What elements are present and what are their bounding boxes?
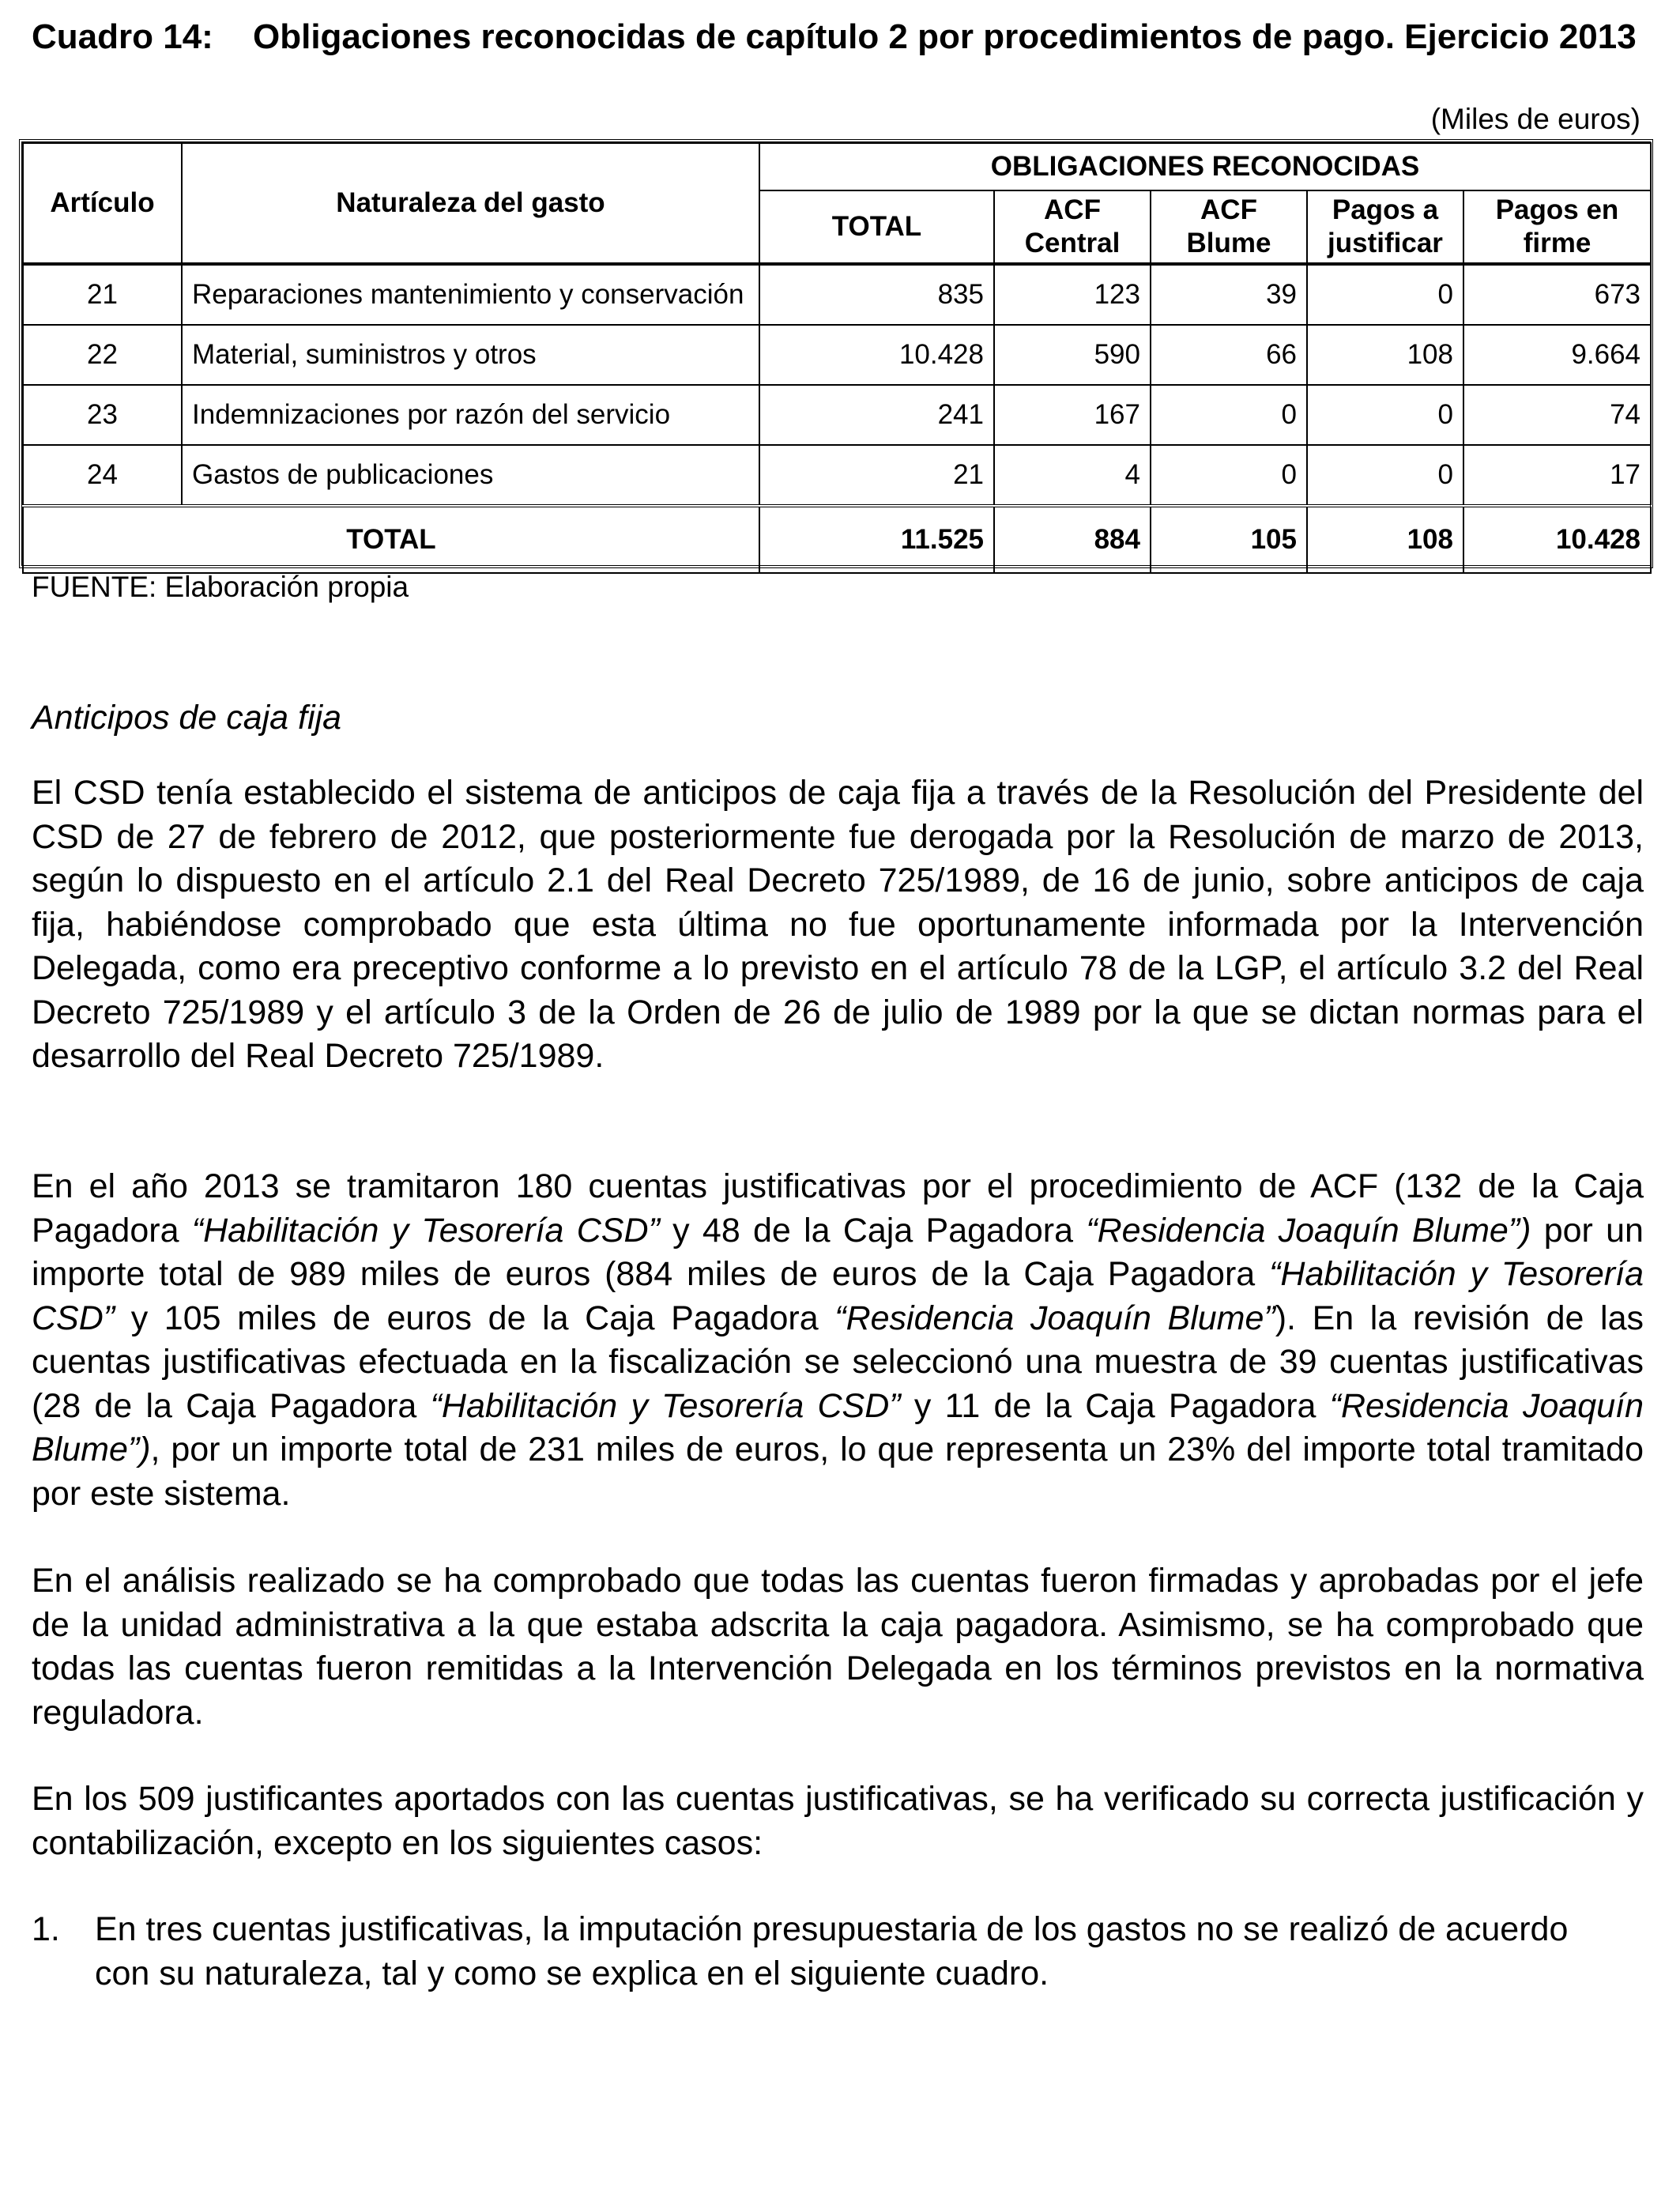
- cell-total: 241: [759, 385, 994, 445]
- paragraph-4: En los 509 justificantes aportados con las cuentas justificativas, se ha verificado su correcta justificación y contabilización, excepto en los siguientes casos:: [32, 1780, 1644, 1862]
- table-row: [23, 385, 1651, 445]
- total-row: [23, 506, 1651, 573]
- table-caption: [32, 16, 1644, 58]
- list-item-text: En tres cuentas justificativas, la imputación presupuestaria de los gastos no se realizó de acuerdo con su naturaleza, tal y como se explica en el siguiente cuadro.: [95, 1910, 1569, 1992]
- cell-pagos-firme: 673: [1463, 264, 1651, 325]
- header-acf-central: ACF Central: [994, 190, 1151, 264]
- cell-pagos-justificar: 0: [1307, 385, 1463, 445]
- cell-acf-central: 167: [994, 385, 1151, 445]
- total-total: 11.525: [759, 506, 994, 573]
- header-naturaleza: Naturaleza del gasto: [182, 143, 759, 264]
- total-acf-central: 884: [994, 506, 1151, 573]
- header-articulo: Artículo: [23, 143, 182, 264]
- list-item-number: 1.: [32, 1910, 60, 1948]
- cell-total: 21: [759, 445, 994, 506]
- list-item: [32, 1908, 1588, 1996]
- table-row: [23, 325, 1651, 385]
- cell-total: 835: [759, 264, 994, 325]
- cell-naturaleza: Gastos de publicaciones: [182, 445, 759, 506]
- cell-articulo: 22: [23, 325, 182, 385]
- total-label: TOTAL: [23, 506, 759, 573]
- total-acf-blume: 105: [1151, 506, 1307, 573]
- cell-total: 10.428: [759, 325, 994, 385]
- cell-acf-central: 123: [994, 264, 1151, 325]
- header-pagos-justificar: Pagos a justificar: [1307, 190, 1463, 264]
- header-pagos-firme: Pagos en firme: [1463, 190, 1651, 264]
- cell-pagos-justificar: 108: [1307, 325, 1463, 385]
- header-total: TOTAL: [759, 190, 994, 264]
- section-heading: Anticipos de caja fija: [32, 699, 341, 737]
- source-note: FUENTE: Elaboración propia: [32, 571, 409, 603]
- total-pagos-firme: 10.428: [1463, 506, 1651, 573]
- paragraph-2: En el año 2013 se tramitaron 180 cuentas justificativas por el procedimiento de ACF (132 de la Caja Pagadora “Habilitación y Tesorería CSD” y 48 de la Caja Pagadora “Residencia Joaquín Blume”) por un importe total de 989 miles de euros (884 miles de euros de la Caja Pagadora “Habilitación y Tesorería CSD” y 105 miles de euros de la Caja Pagadora “Residencia Joaquín Blume”). En la revisión de las cuentas justificativas efectuada en la fiscalización se seleccionó una muestra de 39 cuentas justificativas (28 de la Caja Pagadora “Habilitación y Tesorería CSD” y 11 de la Caja Pagadora “Residencia Joaquín Blume”), por un importe total de 231 miles de euros, lo que representa un 23% del importe total tramitado por este sistema.: [32, 1167, 1644, 1513]
- paragraph-1: El CSD tenía establecido el sistema de anticipos de caja fija a través de la Resolución del Presidente del CSD de 27 de febrero de 2012, que posteriormente fue derogada por la Resolución de marzo de 2013, según lo dispuesto en el artículo 2.1 del Real Decreto 725/1989, de 16 de junio, sobre anticipos de caja fija, habiéndose comprobado que esta última no fue oportunamente informada por la Intervención Delegada, como era preceptivo conforme a lo previsto en el artículo 78 de la LGP, el artículo 3.2 del Real Decreto 725/1989 y el artículo 3 de la Orden de 26 de julio de 1989 por la que se dictan normas para el desarrollo del Real Decreto 725/1989.: [32, 774, 1644, 1075]
- cell-acf-blume: 0: [1151, 445, 1307, 506]
- cell-acf-blume: 39: [1151, 264, 1307, 325]
- cell-pagos-firme: 74: [1463, 385, 1651, 445]
- cell-naturaleza: Indemnizaciones por razón del servicio: [182, 385, 759, 445]
- cell-acf-central: 4: [994, 445, 1151, 506]
- table-row: [23, 264, 1651, 325]
- cell-acf-central: 590: [994, 325, 1151, 385]
- total-pagos-justificar: 108: [1307, 506, 1463, 573]
- cell-pagos-firme: 17: [1463, 445, 1651, 506]
- header-acf-blume: ACF Blume: [1151, 190, 1307, 264]
- cell-articulo: 24: [23, 445, 182, 506]
- cell-articulo: 21: [23, 264, 182, 325]
- cell-articulo: 23: [23, 385, 182, 445]
- caption-text: Obligaciones reconocidas de capítulo 2 por procedimientos de pago. Ejercicio 2013: [253, 17, 1637, 56]
- cell-pagos-firme: 9.664: [1463, 325, 1651, 385]
- table-row: [23, 445, 1651, 506]
- cell-pagos-justificar: 0: [1307, 445, 1463, 506]
- cell-pagos-justificar: 0: [1307, 264, 1463, 325]
- cell-acf-blume: 66: [1151, 325, 1307, 385]
- header-obligaciones: OBLIGACIONES RECONOCIDAS: [759, 143, 1651, 190]
- cell-naturaleza: Reparaciones mantenimiento y conservación: [182, 264, 759, 325]
- paragraph-3: En el análisis realizado se ha comprobado que todas las cuentas fueron firmadas y aprobadas por el jefe de la unidad administrativa a la que estaba adscrita la caja pagadora. Asimismo, se ha comprobado que todas las cuentas fueron remitidas a la Intervención Delegada en los términos previstos en la normativa reguladora.: [32, 1562, 1644, 1732]
- cell-acf-blume: 0: [1151, 385, 1307, 445]
- units-note: (Miles de euros): [1430, 103, 1640, 135]
- obligations-table: [19, 139, 1653, 568]
- cell-naturaleza: Material, suministros y otros: [182, 325, 759, 385]
- caption-label: Cuadro 14:: [32, 17, 213, 56]
